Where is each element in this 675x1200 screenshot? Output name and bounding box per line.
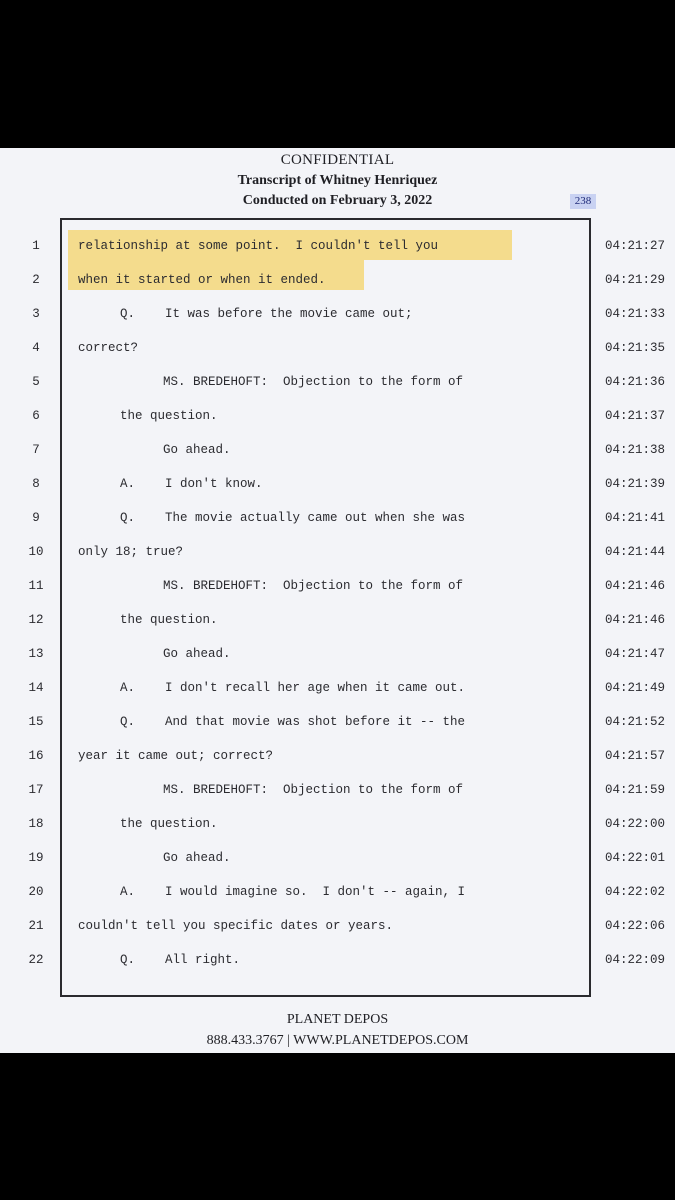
line-timestamp: 04:21:46 — [605, 579, 666, 593]
line-number: 12 — [28, 613, 44, 627]
line-number: 5 — [32, 375, 40, 389]
line-number: 17 — [28, 783, 44, 797]
line-number: 10 — [28, 545, 44, 559]
transcript-line — [0, 570, 675, 604]
line-number: 8 — [32, 477, 40, 491]
line-text: only 18; true? — [78, 545, 184, 559]
line-text: Go ahead. — [163, 647, 231, 661]
line-text: MS. BREDEHOFT: Objection to the form of — [163, 783, 464, 797]
transcript-line — [0, 944, 675, 978]
line-text: A. I don't recall her age when it came out. — [120, 681, 466, 695]
line-timestamp: 04:22:06 — [605, 919, 666, 933]
transcript-line — [0, 604, 675, 638]
transcript-page — [0, 148, 675, 1053]
line-timestamp: 04:21:33 — [605, 307, 666, 321]
line-text: Q. All right. — [120, 953, 241, 967]
transcript-line — [0, 706, 675, 740]
transcript-title: Transcript of Whitney Henriquez — [237, 173, 438, 188]
footer-company: PLANET DEPOS — [286, 1012, 389, 1027]
line-number: 20 — [28, 885, 44, 899]
line-text: couldn't tell you specific dates or years. — [78, 919, 394, 933]
line-text: MS. BREDEHOFT: Objection to the form of — [163, 375, 464, 389]
transcript-line — [0, 434, 675, 468]
line-timestamp: 04:21:37 — [605, 409, 666, 423]
transcript-line — [0, 638, 675, 672]
line-number: 6 — [32, 409, 40, 423]
line-timestamp: 04:21:52 — [605, 715, 666, 729]
line-timestamp: 04:22:01 — [605, 851, 666, 865]
conducted-date: Conducted on February 3, 2022 — [242, 193, 433, 208]
footer-contact: 888.433.3767 | WWW.PLANETDEPOS.COM — [206, 1033, 469, 1048]
line-number: 9 — [32, 511, 40, 525]
transcript-line — [0, 910, 675, 944]
line-timestamp: 04:21:49 — [605, 681, 666, 695]
line-timestamp: 04:21:59 — [605, 783, 666, 797]
transcript-line — [0, 468, 675, 502]
line-number: 2 — [32, 273, 40, 287]
line-number: 13 — [28, 647, 44, 661]
transcript-line — [0, 264, 675, 298]
line-number: 21 — [28, 919, 44, 933]
line-text: Q. The movie actually came out when she was — [120, 511, 466, 525]
line-number: 1 — [32, 239, 40, 253]
line-text: Q. It was before the movie came out; — [120, 307, 413, 321]
transcript-line — [0, 774, 675, 808]
line-number: 15 — [28, 715, 44, 729]
confidential-label: CONFIDENTIAL — [280, 152, 395, 168]
page-number: 238 — [570, 194, 596, 209]
line-number: 7 — [32, 443, 40, 457]
line-text: when it started or when it ended. — [78, 273, 326, 287]
transcript-line — [0, 536, 675, 570]
line-timestamp: 04:21:47 — [605, 647, 666, 661]
transcript-line — [0, 842, 675, 876]
line-text: relationship at some point. I couldn't tell you — [78, 239, 439, 253]
transcript-line — [0, 876, 675, 910]
line-timestamp: 04:21:38 — [605, 443, 666, 457]
transcript-line — [0, 672, 675, 706]
line-timestamp: 04:21:44 — [605, 545, 666, 559]
transcript-line — [0, 740, 675, 774]
line-text: Go ahead. — [163, 443, 231, 457]
line-timestamp: 04:22:09 — [605, 953, 666, 967]
transcript-line — [0, 366, 675, 400]
line-text: the question. — [120, 613, 218, 627]
line-text: A. I don't know. — [120, 477, 263, 491]
line-timestamp: 04:21:27 — [605, 239, 666, 253]
line-timestamp: 04:21:36 — [605, 375, 666, 389]
line-timestamp: 04:21:46 — [605, 613, 666, 627]
transcript-line — [0, 230, 675, 264]
line-text: MS. BREDEHOFT: Objection to the form of — [163, 579, 464, 593]
line-text: the question. — [120, 409, 218, 423]
transcript-line — [0, 400, 675, 434]
line-number: 22 — [28, 953, 44, 967]
line-timestamp: 04:21:29 — [605, 273, 666, 287]
line-timestamp: 04:21:35 — [605, 341, 666, 355]
line-text: Go ahead. — [163, 851, 231, 865]
line-timestamp: 04:21:57 — [605, 749, 666, 763]
line-timestamp: 04:21:41 — [605, 511, 666, 525]
line-number: 16 — [28, 749, 44, 763]
line-timestamp: 04:22:02 — [605, 885, 666, 899]
line-text: A. I would imagine so. I don't -- again, I — [120, 885, 466, 899]
transcript-line — [0, 332, 675, 366]
line-timestamp: 04:22:00 — [605, 817, 666, 831]
line-text: year it came out; correct? — [78, 749, 274, 763]
line-number: 19 — [28, 851, 44, 865]
line-timestamp: 04:21:39 — [605, 477, 666, 491]
transcript-line — [0, 298, 675, 332]
line-number: 18 — [28, 817, 44, 831]
transcript-line — [0, 808, 675, 842]
line-number: 3 — [32, 307, 40, 321]
line-text: correct? — [78, 341, 139, 355]
line-number: 11 — [28, 579, 44, 593]
transcript-line — [0, 502, 675, 536]
line-text: the question. — [120, 817, 218, 831]
line-number: 14 — [28, 681, 44, 695]
line-text: Q. And that movie was shot before it -- the — [120, 715, 466, 729]
line-number: 4 — [32, 341, 40, 355]
